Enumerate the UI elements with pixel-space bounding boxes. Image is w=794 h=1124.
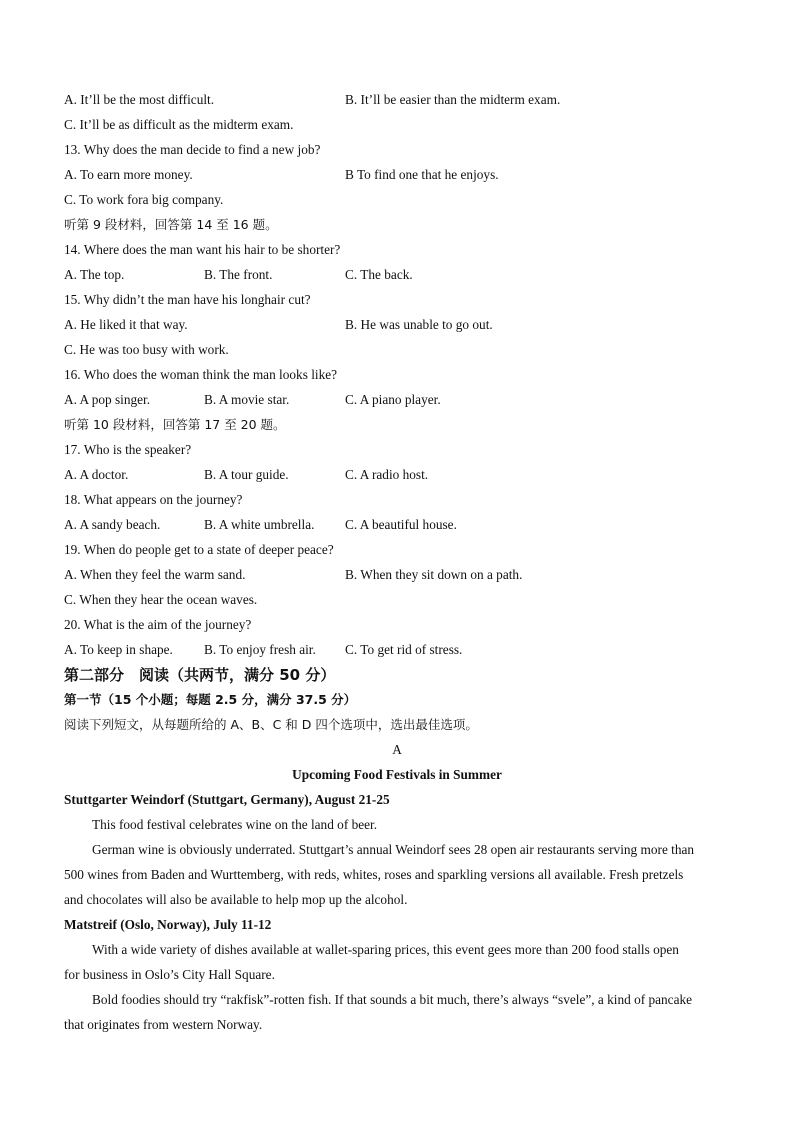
q12-option-a: A. It’ll be the most difficult. <box>64 92 215 107</box>
q15-question: 15. Why didn’t the man have his longhair cut? <box>64 292 311 307</box>
q15-option-a: A. He liked it that way. <box>64 317 188 332</box>
q16-option-c: C. A piano player. <box>345 392 441 407</box>
q18-question: 18. What appears on the journey? <box>64 492 243 507</box>
reading-section-title: 第一节（15 个小题；每题 2.5 分，满分 37.5 分） <box>64 692 357 707</box>
q14-option-b: B. The front. <box>204 267 273 282</box>
festival-1-intro: This food festival celebrates wine on the land of beer. <box>92 817 378 832</box>
q18-option-a: A. A sandy beach. <box>64 517 161 532</box>
q12-options-row1 <box>64 89 730 111</box>
festival-2-p2-line-2: that originates from western Norway. <box>64 1017 263 1032</box>
festival-2-p1-line-1: With a wide variety of dishes available at wallet-sparing prices, this event gees more than 200 food stalls open <box>92 942 679 957</box>
passage-letter: A <box>392 742 402 757</box>
q19-options-row1 <box>64 564 730 586</box>
q13-options-row2 <box>64 189 730 211</box>
reading-part-title: 第二部分 阅读（共两节，满分 50 分） <box>64 666 336 684</box>
instruction-segment-10: 听第 10 段材料，回答第 17 至 20 题。 <box>64 417 286 432</box>
q14-question: 14. Where does the man want his hair to be shorter? <box>64 242 341 257</box>
q13-options-row1 <box>64 164 730 186</box>
festival-2-p1-line-2: for business in Oslo’s City Hall Square. <box>64 967 275 982</box>
q15-options-row1 <box>64 314 730 336</box>
q13-option-b: B To find one that he enjoys. <box>345 167 499 182</box>
passage-title: Upcoming Food Festivals in Summer <box>292 767 502 782</box>
q13-option-a: A. To earn more money. <box>64 167 193 182</box>
q13-question: 13. Why does the man decide to find a new job? <box>64 142 321 157</box>
q17-option-a: A. A doctor. <box>64 467 129 482</box>
q18-options <box>64 514 730 536</box>
q12-option-c: C. It’ll be as difficult as the midterm exam. <box>64 117 294 132</box>
q20-option-a: A. To keep in shape. <box>64 642 173 657</box>
q15-option-c: C. He was too busy with work. <box>64 342 229 357</box>
q20-question: 20. What is the aim of the journey? <box>64 617 252 632</box>
reading-instruction: 阅读下列短文，从每题所给的 A、B、C 和 D 四个选项中，选出最佳选项。 <box>64 717 478 732</box>
q20-option-c: C. To get rid of stress. <box>345 642 463 657</box>
q19-option-c: C. When they hear the ocean waves. <box>64 592 258 607</box>
q19-option-a: A. When they feel the warm sand. <box>64 567 246 582</box>
q16-option-a: A. A pop singer. <box>64 392 151 407</box>
q15-options-row2 <box>64 339 730 361</box>
q15-option-b: B. He was unable to go out. <box>345 317 493 332</box>
q12-options-row2 <box>64 114 730 136</box>
q19-options-row2 <box>64 589 730 611</box>
festival-1-body-line-3: and chocolates will also be available to help mop up the alcohol. <box>64 892 408 907</box>
q12-option-b: B. It’ll be easier than the midterm exam. <box>345 92 561 107</box>
q16-option-b: B. A movie star. <box>204 392 290 407</box>
q14-option-c: C. The back. <box>345 267 413 282</box>
festival-1-body-line-1: German wine is obviously underrated. Stuttgart’s annual Weindorf sees 28 open air restaurants serving more than <box>92 842 695 857</box>
q14-option-a: A. The top. <box>64 267 125 282</box>
q18-option-b: B. A white umbrella. <box>204 517 315 532</box>
q20-options <box>64 639 730 661</box>
festival-1-body-line-2: 500 wines from Baden and Wurttemberg, with reds, whites, roses and sparkling versions all available. Fresh pretzels <box>64 867 684 882</box>
q19-question: 19. When do people get to a state of deeper peace? <box>64 542 334 557</box>
q14-options <box>64 264 730 286</box>
q13-option-c: C. To work fora big company. <box>64 192 224 207</box>
q17-option-b: B. A tour guide. <box>204 467 289 482</box>
q20-option-b: B. To enjoy fresh air. <box>204 642 316 657</box>
q17-options <box>64 464 730 486</box>
festival-2-p2-line-1: Bold foodies should try “rakfisk”-rotten fish. If that sounds a bit much, there’s always “svele”, a kind of pancake <box>92 992 693 1007</box>
q17-option-c: C. A radio host. <box>345 467 429 482</box>
instruction-segment-9: 听第 9 段材料，回答第 14 至 16 题。 <box>64 217 278 232</box>
q16-options <box>64 389 730 411</box>
q19-option-b: B. When they sit down on a path. <box>345 567 523 582</box>
q16-question: 16. Who does the woman think the man looks like? <box>64 367 338 382</box>
festival-2-heading: Matstreif (Oslo, Norway), July 11-12 <box>64 917 272 932</box>
q17-question: 17. Who is the speaker? <box>64 442 192 457</box>
festival-1-heading: Stuttgarter Weindorf (Stuttgart, Germany), August 21-25 <box>64 792 390 807</box>
q18-option-c: C. A beautiful house. <box>345 517 457 532</box>
